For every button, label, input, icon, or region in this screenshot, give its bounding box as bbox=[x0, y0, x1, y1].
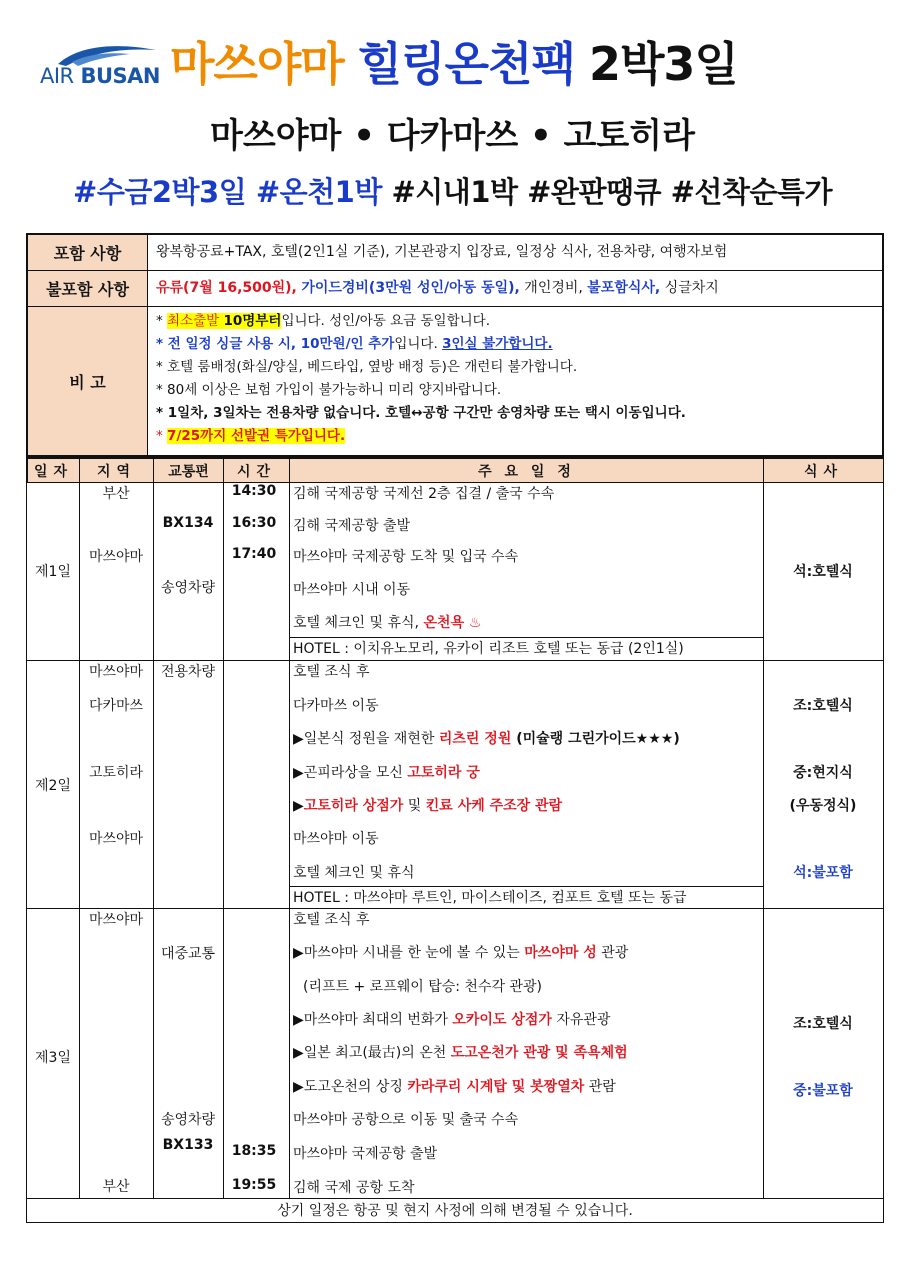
meal: 조:호텔식 bbox=[793, 698, 853, 714]
itinerary-item bbox=[293, 1076, 616, 1096]
itinerary-item: (리프트 + 로프웨이 탑승: 천수각 관광) bbox=[303, 979, 542, 995]
notes-label: 비 고 bbox=[28, 307, 148, 455]
itinerary-item: 마쓰야마 이동 bbox=[293, 831, 379, 847]
time: 14:30 bbox=[231, 483, 277, 499]
region: 부산 bbox=[102, 1179, 130, 1195]
meal: 석:호텔식 bbox=[793, 564, 853, 580]
note-insurance: * 80세 이상은 보험 가입이 불가능하니 미리 양지바랍니다. bbox=[156, 382, 502, 398]
note-bullet: * bbox=[156, 428, 168, 444]
day-1-block bbox=[27, 482, 883, 660]
time: 19:55 bbox=[231, 1177, 277, 1193]
region: 마쓰야마 bbox=[88, 831, 144, 847]
itinerary-item: 호텔 조식 후 bbox=[293, 912, 370, 928]
region: 다카마쓰 bbox=[88, 698, 144, 714]
note-transfer: * 1일차, 3일차는 전용차량 없습니다. 호텔↔공항 구간만 송영차량 또는 택시 이동입니다. bbox=[156, 405, 686, 421]
notes-text bbox=[148, 307, 882, 455]
itinerary-item: 마쓰야마 국제공항 도착 및 입국 수속 bbox=[293, 549, 519, 565]
itinerary-text: 관광 bbox=[596, 945, 629, 961]
itinerary-item: 마쓰야마 국제공항 출발 bbox=[293, 1146, 438, 1162]
included-row bbox=[28, 235, 882, 271]
itinerary-text: ▶ bbox=[293, 798, 304, 814]
itinerary-item: 마쓰야마 공항으로 이동 및 출국 수속 bbox=[293, 1112, 519, 1128]
hashtag: #시내1박 bbox=[391, 175, 518, 209]
notes-row bbox=[28, 307, 882, 455]
note-early-bird bbox=[156, 425, 874, 448]
note-bullet: * bbox=[156, 313, 168, 329]
excluded-single: 싱글차지 bbox=[664, 280, 719, 296]
itinerary-text: 및 bbox=[403, 798, 426, 814]
note-triple: 3인실 불가합니다. bbox=[442, 336, 553, 352]
itinerary-item bbox=[293, 1009, 610, 1029]
itinerary-text: ▶도고온천의 상징 bbox=[293, 1079, 408, 1095]
dogo-onsen: 도고온천가 관광 및 족욕체험 bbox=[450, 1045, 628, 1061]
ritsurin-garden: 리츠린 정원 bbox=[438, 731, 512, 747]
header-region: 지역 bbox=[80, 459, 154, 483]
excluded-row bbox=[28, 271, 882, 307]
logo-air: AIR bbox=[40, 64, 74, 88]
day-2-block bbox=[27, 660, 883, 908]
day-3-block bbox=[27, 908, 883, 1198]
day-label: 제3일 bbox=[35, 1050, 71, 1066]
itinerary-text: ▶곤피라상을 모신 bbox=[293, 765, 408, 781]
hashtag: #수금2박3일 bbox=[73, 175, 247, 209]
page-subtitle: 마쓰야마 • 다카마쓰 • 고토히라 bbox=[210, 116, 695, 156]
itinerary-item: 김해 국제 공항 도착 bbox=[293, 1180, 415, 1196]
itinerary-table bbox=[26, 457, 884, 1223]
excluded-label: 불포함 사항 bbox=[28, 271, 148, 306]
title-duration: 2박3일 bbox=[588, 37, 738, 91]
excluded-personal: 개인경비, bbox=[524, 280, 583, 296]
itinerary-item bbox=[293, 1042, 628, 1062]
itinerary-item bbox=[293, 728, 680, 748]
meal: (우동정식) bbox=[789, 798, 857, 814]
itinerary-text: ▶일본 최고(最古)의 온천 bbox=[293, 1045, 451, 1061]
note-highlight-bold: 10명부터 bbox=[223, 313, 282, 329]
header-meal: 식사 bbox=[764, 459, 884, 483]
page-title bbox=[170, 28, 738, 94]
karakuri-clock: 카라쿠리 시계탑 및 봇짱열차 bbox=[407, 1079, 585, 1095]
hashtag: #선착순특가 bbox=[670, 175, 832, 209]
flight-number: BX134 bbox=[162, 515, 214, 531]
excluded-fuel: 유류(7월 16,500원), bbox=[156, 280, 297, 296]
itinerary-item bbox=[293, 942, 628, 962]
day-label: 제1일 bbox=[35, 564, 71, 580]
hotel-info: HOTEL : 이치유노모리, 유카이 리조트 호텔 또는 동급 (2인1실) bbox=[289, 637, 763, 659]
schedule-disclaimer: 상기 일정은 항공 및 현지 사정에 의해 변경될 수 있습니다. bbox=[27, 1198, 883, 1222]
time: 16:30 bbox=[231, 515, 277, 531]
package-info-table bbox=[26, 233, 884, 457]
title-destination: 마쓰야마 bbox=[170, 37, 344, 91]
itinerary-text: 호텔 체크인 및 휴식, bbox=[293, 615, 419, 631]
itinerary-item: 호텔 체크인 및 휴식 bbox=[293, 865, 415, 881]
michelin-note: (미슐랭 그린가이드★★★) bbox=[511, 731, 680, 747]
note-room: * 호텔 룸배정(화실/양실, 베드타입, 옆방 배정 등)은 개런티 불가합니다. bbox=[156, 359, 578, 375]
itinerary-text: 자유관광 bbox=[551, 1012, 611, 1028]
time: 17:40 bbox=[231, 546, 277, 562]
itinerary-item: 김해 국제공항 국제선 2층 집결 / 출국 수속 bbox=[293, 486, 555, 502]
meal: 조:호텔식 bbox=[793, 1016, 853, 1032]
transport: 송영차량 bbox=[160, 1112, 216, 1128]
itinerary-item: 다카마쓰 이동 bbox=[293, 698, 379, 714]
hotel-info: HOTEL : 마쓰야마 루트인, 마이스테이즈, 컴포트 호텔 또는 동급 bbox=[289, 886, 763, 908]
excluded-meals: 불포함식사, bbox=[587, 280, 661, 296]
excluded-text bbox=[148, 271, 882, 306]
note-text: 입니다. bbox=[394, 336, 443, 352]
meal: 석:불포함 bbox=[793, 865, 853, 881]
flight-number: BX133 bbox=[162, 1137, 214, 1153]
note-min-departure bbox=[156, 310, 874, 333]
note-single-text: * 전 일정 싱글 사용 시, 10만원/인 추가 bbox=[156, 336, 395, 352]
meal: 중:불포함 bbox=[793, 1083, 853, 1099]
itinerary-text: ▶일본식 정원을 재현한 bbox=[293, 731, 439, 747]
note-text: 입니다. 성인/아동 요금 동일합니다. bbox=[281, 313, 491, 329]
hashtags bbox=[0, 170, 905, 211]
itinerary-text: ▶마쓰야마 최대의 번화가 bbox=[293, 1012, 453, 1028]
region: 고토히라 bbox=[88, 765, 144, 781]
day-label: 제2일 bbox=[35, 778, 71, 794]
itinerary-item: 김해 국제공항 출발 bbox=[293, 518, 411, 534]
itinerary-item bbox=[293, 612, 481, 632]
transport: 송영차량 bbox=[160, 580, 216, 596]
note-highlight: 최소출발 bbox=[167, 313, 224, 329]
okaido-shopping: 오카이도 상점가 bbox=[452, 1012, 552, 1028]
region: 마쓰야마 bbox=[88, 664, 144, 680]
header-transport: 교통편 bbox=[154, 459, 224, 483]
region: 마쓰야마 bbox=[88, 912, 144, 928]
onsen-highlight: 온천욕 ♨ bbox=[423, 615, 482, 631]
header-day: 일자 bbox=[28, 459, 80, 483]
note-early-bird-text: 7/25까지 선발권 특가입니다. bbox=[167, 428, 346, 444]
region: 마쓰야마 bbox=[88, 549, 144, 565]
air-busan-logo bbox=[38, 40, 160, 90]
logo-busan: BUSAN bbox=[80, 64, 160, 88]
itinerary-header bbox=[27, 458, 884, 483]
title-package: 힐링온천팩 bbox=[357, 37, 575, 91]
matsuyama-castle: 마쓰야마 성 bbox=[524, 945, 597, 961]
hashtag: #완판땡큐 bbox=[527, 175, 661, 209]
time: 18:35 bbox=[231, 1143, 277, 1159]
kotohira-shopping: 고토히라 상점가 bbox=[303, 798, 404, 814]
header-itinerary: 주 요 일 정 bbox=[290, 459, 764, 483]
hashtag: #온천1박 bbox=[255, 175, 382, 209]
meal: 중:현지식 bbox=[793, 765, 853, 781]
included-text: 왕복항공료+TAX, 호텔(2인1실 기준), 기본관광지 입장료, 일정상 식사, 전용차량, 여행자보험 bbox=[156, 244, 728, 260]
note-single bbox=[156, 333, 874, 356]
itinerary-item bbox=[293, 795, 562, 815]
kinryo-sake: 킨료 사케 주조장 관람 bbox=[425, 798, 563, 814]
kotohira-shrine: 고토히라 궁 bbox=[407, 765, 480, 781]
transport: 대중교통 bbox=[160, 946, 216, 962]
page-header bbox=[0, 0, 905, 230]
itinerary-text: 관람 bbox=[584, 1079, 616, 1095]
itinerary-item bbox=[293, 762, 480, 782]
transport: 전용차량 bbox=[160, 664, 216, 680]
itinerary-text: ▶마쓰야마 시내를 한 눈에 볼 수 있는 bbox=[293, 945, 525, 961]
header-time: 시간 bbox=[224, 459, 290, 483]
itinerary-item: 마쓰야마 시내 이동 bbox=[293, 582, 411, 598]
included-label: 포함 사항 bbox=[28, 235, 148, 270]
region: 부산 bbox=[102, 486, 130, 502]
excluded-guide: 가이드경비(3만원 성인/아동 동일), bbox=[301, 280, 520, 296]
itinerary-item: 호텔 조식 후 bbox=[293, 664, 370, 680]
